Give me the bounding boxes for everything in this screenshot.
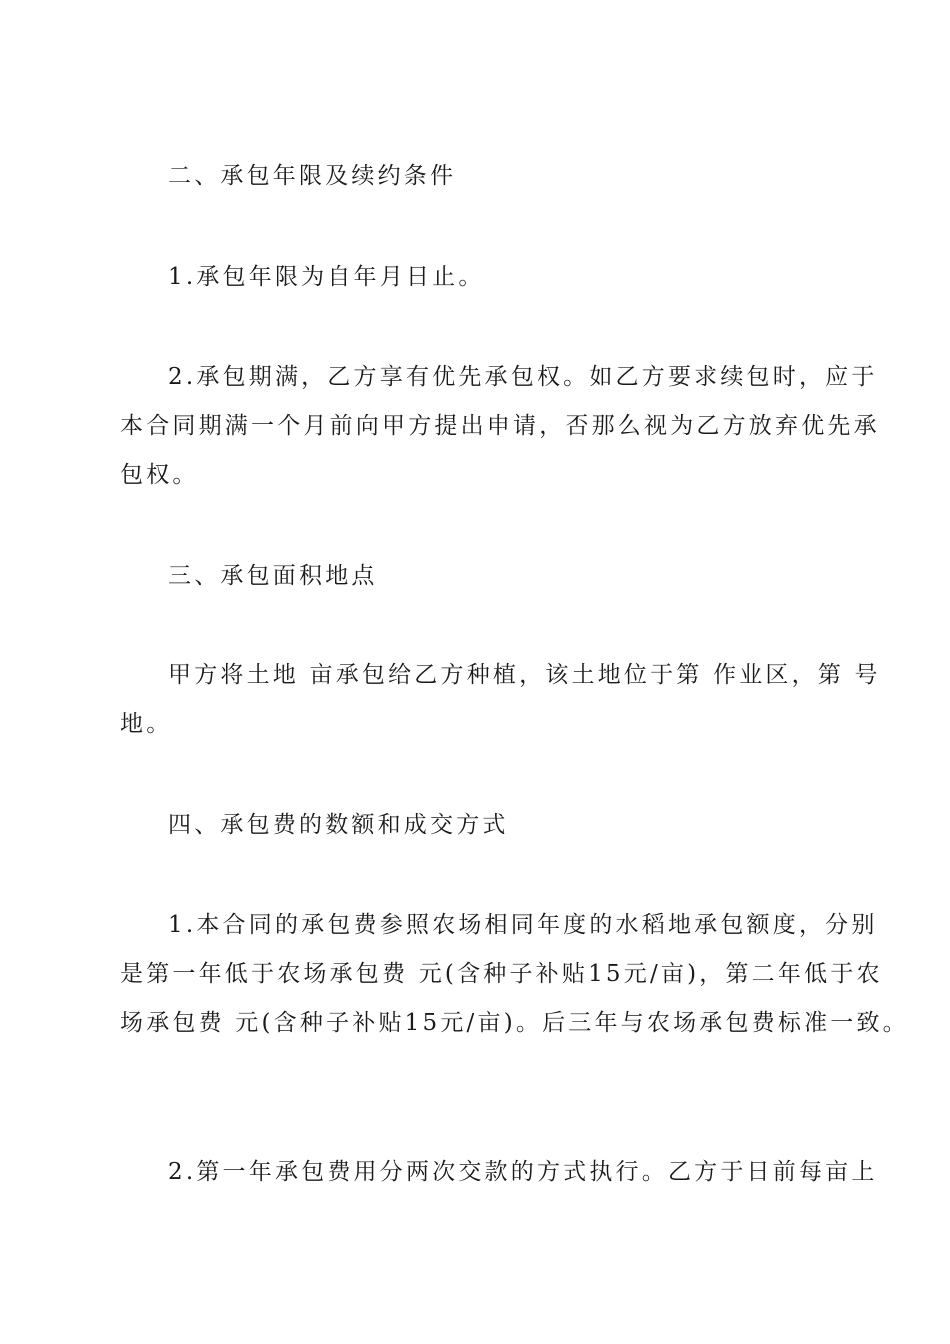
paragraph-line: 地。 — [120, 711, 173, 737]
paragraph-line: 场承包费 元(含种子补贴15元/亩)。后三年与农场承包费标准一致。 — [120, 1010, 909, 1036]
section-heading-area: 三、承包面积地点 — [168, 563, 378, 589]
paragraph-line: 1.本合同的承包费参照农场相同年度的水稻地承包额度，分别 — [168, 912, 878, 938]
paragraph-line: 是第一年低于农场承包费 元(含种子补贴15元/亩)，第二年低于农 — [120, 961, 883, 987]
section-heading-fee: 四、承包费的数额和成交方式 — [168, 812, 509, 838]
paragraph-line: 1.承包年限为自年月日止。 — [168, 264, 485, 290]
paragraph-line: 包权。 — [120, 462, 199, 488]
paragraph-line: 甲方将土地 亩承包给乙方种植，该土地位于第 作业区，第 号 — [168, 662, 881, 688]
section-heading-term: 二、承包年限及续约条件 — [168, 163, 457, 189]
paragraph-line: 2.第一年承包费用分两次交款的方式执行。乙方于日前每亩上 — [168, 1159, 878, 1185]
paragraph-line: 2.承包期满，乙方享有优先承包权。如乙方要求续包时，应于 — [168, 364, 878, 390]
paragraph-line: 本合同期满一个月前向甲方提出申请，否那么视为乙方放弃优先承 — [120, 413, 880, 439]
